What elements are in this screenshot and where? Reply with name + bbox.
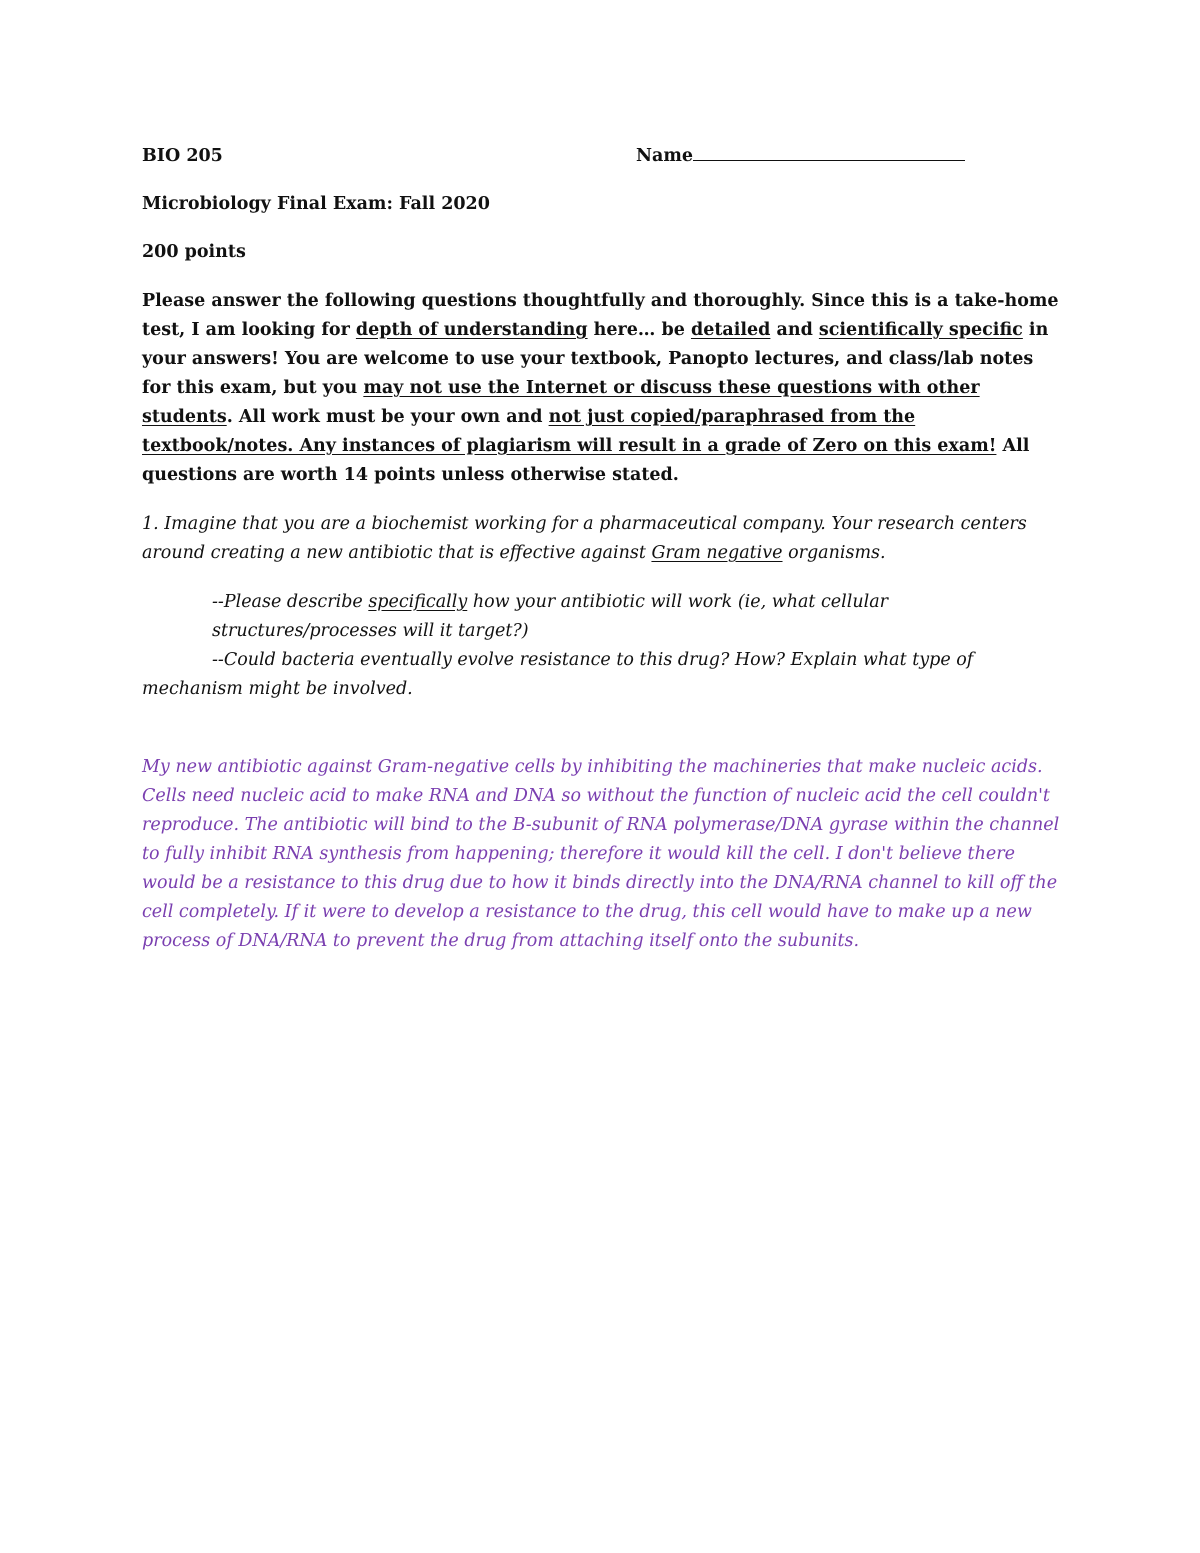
instructions-line-7: questions are worth 14 points unless otherwise stated.: [142, 465, 679, 485]
name-field: [636, 146, 965, 166]
answer-1-line-7: process of DNA/RNA to prevent the drug from attaching itself onto the subunits.: [142, 931, 860, 951]
instructions-line-1: Please answer the following questions thoughtfully and thoroughly. Since this is a take-home: [142, 291, 1059, 311]
question-1-bullet-1: --Please describe specifically how your antibiotic will work (ie, what cellular: [212, 592, 889, 612]
instructions-line-3: your answers! You are welcome to use your textbook, Panopto lectures, and class/lab notes: [142, 349, 1034, 369]
instructions-line-6: textbook/notes. Any instances of plagiarism will result in a grade of Zero on this exam! All: [142, 436, 1030, 456]
question-1-bullet-2-cont: mechanism might be involved.: [142, 679, 413, 699]
question-1-bullet-2: --Could bacteria eventually evolve resistance to this drug? How? Explain what type of: [212, 650, 974, 670]
exam-points: 200 points: [142, 242, 246, 262]
answer-1-line-1: My new antibiotic against Gram-negative cells by inhibiting the machineries that make nucleic acids.: [142, 757, 1043, 777]
instructions-line-4: for this exam, but you may not use the Internet or discuss these questions with other: [142, 378, 980, 398]
answer-1-line-3: reproduce. The antibiotic will bind to the B-subunit of RNA polymerase/DNA gyrase within the channel: [142, 815, 1060, 835]
instructions-line-2: test, I am looking for depth of understanding here… be detailed and scientifically specific in: [142, 320, 1049, 340]
answer-1-line-6: cell completely. If it were to develop a resistance to the drug, this cell would have to make up a new: [142, 902, 1032, 922]
question-1-line-2: around creating a new antibiotic that is effective against Gram negative organisms.: [142, 543, 886, 563]
course-code: BIO 205: [142, 146, 223, 166]
instructions-line-5: students. All work must be your own and not just copied/paraphrased from the: [142, 407, 916, 427]
answer-1-line-2: Cells need nucleic acid to make RNA and DNA so without the function of nucleic acid the cell couldn't: [142, 786, 1050, 806]
name-blank-line: [693, 146, 965, 161]
exam-title: Microbiology Final Exam: Fall 2020: [142, 194, 490, 214]
answer-1-line-4: to fully inhibit RNA synthesis from happening; therefore it would kill the cell. I don't believe there: [142, 844, 1015, 864]
question-1-line-1: 1. Imagine that you are a biochemist working for a pharmaceutical company. Your research centers: [142, 514, 1027, 534]
name-label: Name: [636, 146, 693, 166]
answer-1-line-5: would be a resistance to this drug due to how it binds directly into the DNA/RNA channel to kill off the: [142, 873, 1058, 893]
question-1-bullet-1-cont: structures/processes will it target?): [212, 621, 529, 641]
